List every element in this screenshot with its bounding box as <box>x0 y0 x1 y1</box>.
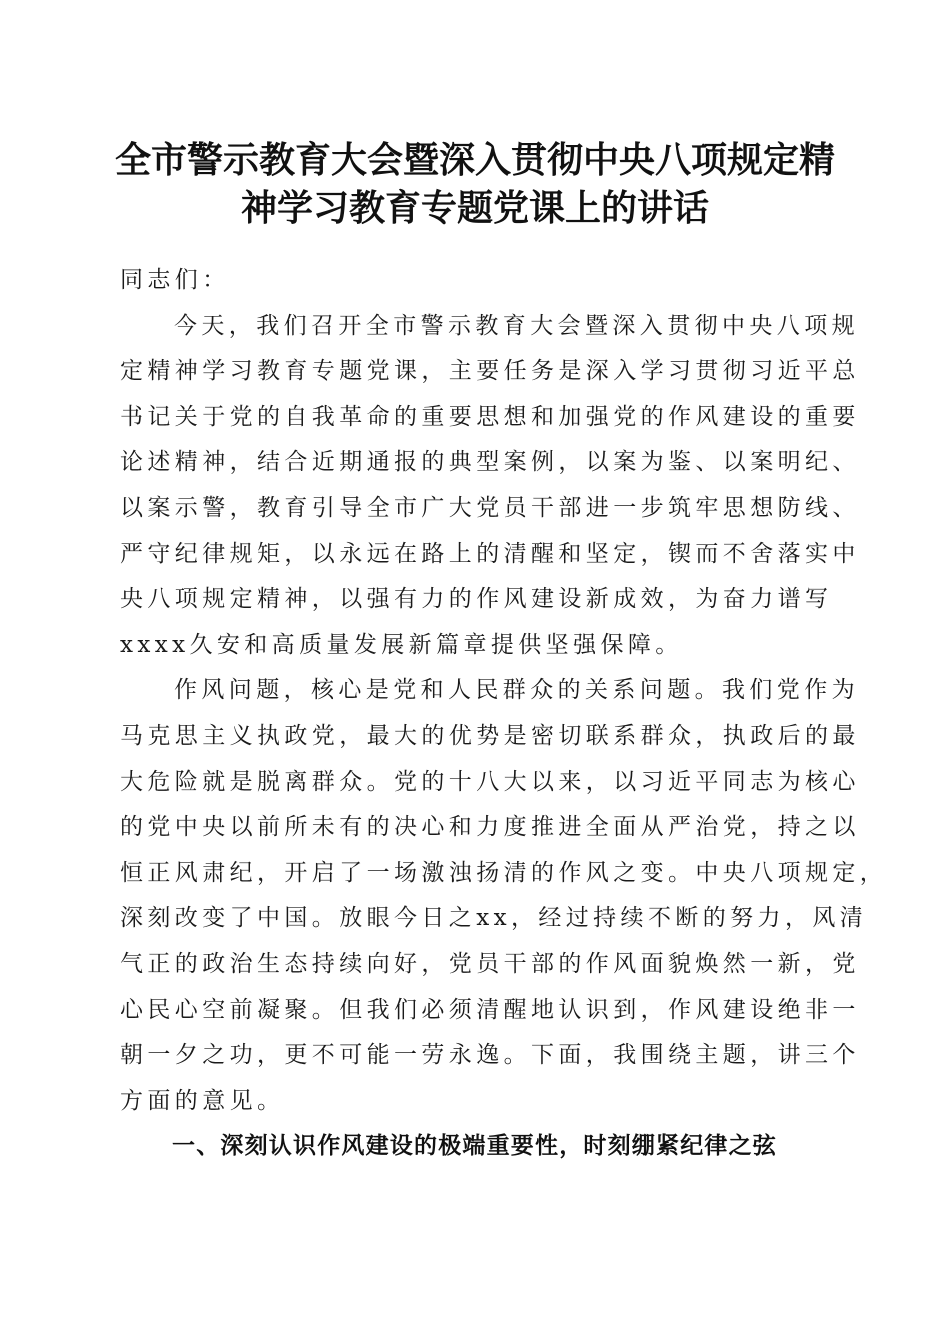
paragraph-line: 今天，我们召开全市警示教育大会暨深入贯彻中央八项规 <box>174 312 859 339</box>
paragraph-line: 深刻改变了中国。放眼今日之xx，经过持续不断的努力，风清 <box>120 905 868 932</box>
section-heading: 一、深刻认识作风建设的极端重要性，时刻绷紧纪律之弦 <box>172 1133 777 1159</box>
salutation: 同志们： <box>120 267 230 293</box>
paragraph-line: 严守纪律规矩，以永远在路上的清醒和坚定，锲而不舍落实中 <box>120 540 860 567</box>
paragraph-line: 书记关于党的自我革命的重要思想和加强党的作风建设的重要 <box>120 403 860 430</box>
paragraph-line: 以案示警，教育引导全市广大党员干部进一步筑牢思想防线、 <box>120 494 860 521</box>
paragraph-line: 大危险就是脱离群众。党的十八大以来，以习近平同志为核心 <box>120 768 860 795</box>
paragraph-line: 气正的政治生态持续向好，党员干部的作风面貌焕然一新，党 <box>120 950 860 977</box>
paragraph-line: 朝一夕之功，更不可能一劳永逸。下面，我围绕主题，讲三个 <box>120 1042 860 1069</box>
paragraph-line: 定精神学习教育专题党课，主要任务是深入学习贯彻习近平总 <box>120 358 860 385</box>
paragraph-line: 央八项规定精神，以强有力的作风建设新成效，为奋力谱写 <box>120 586 833 613</box>
paragraph-line: 的党中央以前所未有的决心和力度推进全面从严治党，持之以 <box>120 814 860 841</box>
document-title-line-1: 全市警示教育大会暨深入贯彻中央八项规定精 <box>114 139 835 181</box>
paragraph-line: 心民心空前凝聚。但我们必须清醒地认识到，作风建设绝非一 <box>120 996 860 1023</box>
paragraph-line: xxxx久安和高质量发展新篇章提供坚强保障。 <box>120 631 683 658</box>
paragraph-line: 作风问题，核心是党和人民群众的关系问题。我们党作为 <box>174 677 859 704</box>
paragraph-line: 方面的意见。 <box>120 1087 285 1114</box>
paragraph-1 <box>120 304 860 669</box>
paragraph-line: 论述精神，结合近期通报的典型案例，以案为鉴、以案明纪、 <box>120 449 860 476</box>
document-body <box>120 258 888 1124</box>
paragraph-2 <box>120 668 888 1124</box>
document-title-line-2: 神学习教育专题党课上的讲话 <box>240 187 709 229</box>
paragraph-line: 恒正风肃纪，开启了一场激浊扬清的作风之变。中央八项规定， <box>120 859 888 886</box>
paragraph-line: 马克思主义执政党，最大的优势是密切联系群众，执政后的最 <box>120 722 860 749</box>
